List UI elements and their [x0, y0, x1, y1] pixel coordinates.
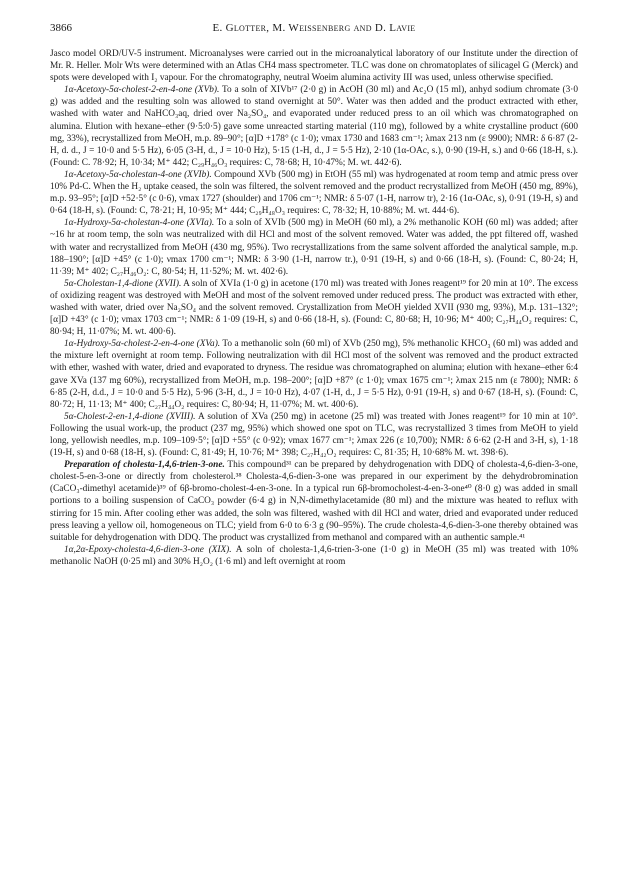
paragraph-text: To a soln of XVIb (500 mg) in MeOH (60 ml), a 2% methanolic KOH (60 ml) was added; after ~16 hr at room temp, the soln was neutralized with dil HCl and most of the solvent removed. Water was added, the ppt filtered off, washed with water and recrystallized from MeOH (430 mg, 95%). Two recrystallizations from the same solvent afforded the analytical sample, m.p. 188–190°; [α]D +45° (c 1·0); νmax 1700 cm⁻¹; NMR: δ 3·90 (1-H, narrow tr.), 0·91 (19-H, s) and 0·66 (18-H, s). (Found: C, 80·24; H, 11·39; M⁺ 402; C₂₇H₄₆O₂: C, 80·54; H, 11·52%; M. wt. 402·6). [50, 218, 578, 277]
paragraph-text: To a soln of XIVb¹⁷ (2·0 g) in AcOH (30 ml) and Ac₂O (15 ml), anhyd sodium chromate (3·0 g) was added and the resulting soln was allowed to stand overnight at 50°. Water was then added and the product extracted with ether, washed with water and NaHCO₃aq, dried over Na₂SO₄, and evaporated under reduced press to an oil which was chromatographed on alumina. Elution with hexane–ether (9·5:0·5) gave some unreacted starting material (110 mg), followed by a white crystalline product (600 mg, 33%), recrystallized from MeOH, m.p. 89–90°; [α]D +178° (c 1·0); νmax 1730 and 1683 cm⁻¹; λmax 213 nm (ε 9900); NMR: δ 6·87 (2-H, d. d., J = 10·0 and 5·5 Hz), 6·05 (3-H, d., J = 10·0 Hz), 5·15 (1-H, d., J = 5·5 Hz), 2·10 (1α-OAc, s.), 0·90 (19-H, s.) and 0·66 (18-H, s.). (Found: C. 78·92; H, 10·34; M⁺ 442; C₂₉H₄₆O₃ requires: C, 78·68; H, 10·47%; M. wt. 442·6). [50, 85, 578, 168]
paragraph-xvia [50, 217, 578, 277]
paragraph-xix [50, 544, 578, 568]
paragraph-text: A soln of XVIa (1·0 g) in acetone (170 ml) was treated with Jones reagent¹⁹ for 20 min at 10°. The excess of oxidizing reagent was destroyed with MeOH and most of the solvent removed under reduced press. The product was extracted with ether, washed with water, dried over Na₂SO₄ and the solvent removed. Crystallization from MeOH yielded XVII (930 mg, 93%), M.p. 131–132°; [α]D +43° (c 1·0); νmax 1703 cm⁻¹; NMR: δ 1·09 (19-H, s) and 0·66 (18-H, s). (Found: C, 80·68; H, 10·96; M⁺ 400; C₂₇H₄₄O₂ requires: C, 80·94; H, 11·07%; M. wt. 400·6). [50, 278, 579, 338]
paragraph-text: A soln of cholesta-1,4,6-trien-3-one (1·0 g) in MeOH (35 ml) was treated with 10% methanolic NaOH (0·25 ml) and 30% H₂O₂ (1·6 ml) and left overnight at room [50, 544, 578, 567]
paragraph-xvb [50, 84, 578, 169]
paragraph-title: 5α-Cholest-2-en-1,4-dione (XVIII). [64, 411, 196, 422]
paragraph-title: 1α-Hydroxy-5α-cholestan-4-one (XVIa). [64, 218, 215, 229]
paragraph-title: 1α-Acetoxy-5α-cholest-2-en-4-one (XVb). [64, 85, 220, 96]
page-header [50, 22, 578, 40]
paragraph-title: 1α-Hydroxy-5α-cholest-2-en-4-one (XVa). [64, 339, 221, 350]
running-head-authors: E. Glotter, M. Weissenberg and D. Lavie [212, 22, 416, 34]
paragraph-methods [50, 48, 578, 84]
paragraph-text: A solution of XVa (250 mg) in acetone (25 ml) was treated with Jones reagent¹⁹ for 10 min at 10°. Following the usual work-up, the product (237 mg, 95%) which showed one spot on TLC, was recrystallized 3 times from MeOH to yield long, yellowish needles, m.p. 109–109·5°; [α]D +55° (c 0·92); νmax 1677 cm⁻¹; λmax 226 (ε 10,700); NMR: δ 6·62 (2-H and 3-H, s), 1·18 (19-H, s) and 0·68 (18-H, s). (Found: C, 81·49; H, 10·76; M⁺ 398; C₂₇H₄₂O₂ requires: C, 81·35; H, 10·68% M. wt. 398·6). [50, 411, 578, 459]
paragraph-text: To a methanolic soln (60 ml) of XVb (250 mg), 5% methanolic KHCO₃ (60 ml) was added and the mixture left overnight at room temp. Following neutralization with dil HCl most of the solvent was removed and the product extracted with ether, washed with water, dried and evaporated to dryness. The residue was chromatographed on alumina; elution with hexane–ether 6:4 gave XVa (137 mg 60%), recrystallized from MeOH, m.p. 198–200°; [α]D +87° (c 1·0); νmax 1675 cm⁻¹; λmax 215 nm (ε 7800); NMR: δ 6·85 (2-H, d.d., J = 10·0 and 5·5 Hz), 5·96 (3-H, d., J = 10·0 Hz), 4·07 (1-H, d., J = 5·5 Hz), 0·91 (19-H, s) and 0·67 (18-H, s). (Found: C, 80·72; H, 11·13; M⁺ 400; C₂₇H₄₄O₂ requires: C, 80·94; H, 11·07%; M. wt. 400·6). [50, 339, 578, 410]
page-number: 3866 [50, 22, 72, 34]
paragraph-text: Jasco model ORD/UV-5 instrument. Microanalyses were carried out in the microanalytical laboratory of our Institute under the direction of Mr. R. Heller. Molr Wts were determined with an Atlas CH4 mass spectrometer. TLC was done on chromatoplates of silicagel G (Merck) and spots were developed with I₂ vapour. For the chromatography, neutral Woeim alumina activity III was used, unless otherwise specified. [50, 49, 578, 84]
paragraph-xviii [50, 411, 578, 459]
paragraph-xvib [50, 169, 578, 217]
paragraph-title: 1α,2α-Epoxy-cholesta-4,6-dien-3-one (XIX). [64, 544, 232, 555]
paragraph-title: Preparation of cholesta-1,4,6-trien-3-one. [64, 460, 225, 471]
paragraph-title: 1α-Acetoxy-5α-cholestan-4-one (XVIb). [64, 169, 212, 180]
paragraph-title: 5α-Cholestan-1,4-dione (XVII). [64, 278, 182, 289]
journal-page [50, 22, 578, 568]
paragraph-text: Compound XVb (500 mg) in EtOH (55 ml) was hydrogenated at room temp and atmic press over 10% Pd-C. When the H₂ uptake ceased, the soln was filtered, the solvent removed and the product recrystallized from MeOH (450 mg, 89%), m.p. 93–95°; [α]D +52·5° (c 0·6), νmax 1727 (shoulder) and 1706 cm⁻¹; NMR: δ 5·07 (1-H, narrow tr), 2·16 (1α-OAc, s), 0·91 (19-H, s) and 0·64 (18-H, s). (Found: C, 78·21; H, 10·95; M⁺ 444; C₂₉H₄₈O₃ requires: C, 78·32; H, 10·88%; M. wt. 444·6). [50, 169, 578, 217]
paragraph-xva [50, 338, 578, 411]
paragraph-text: This compound³¹ can be prepared by dehydrogenation with DDQ of cholesta-4,6-dien-3-one, cholest-5-en-3-one or directly from cholesterol.³⁸ Cholesta-4,6-dien-3-one was prepared in our experiment by the dehydrobromination (CaCO₃-dimethyl acetamide)³⁹ of 6β-bromo-cholest-4-en-3-one. In a typical run 6β-bromocholest-4-en-3-one⁴⁰ (8·0 g) was added in small portions to a boiling suspension of CaCO₃ powder (6·4 g) in N,N-dimethylacetamide (80 ml) and the mixture was heated to reflux with stirring for 15 min. After cooling ether was added, the soln was filtered, washed with dil HCl and water, dried and evaporated under reduced press leaving a yellow oil, homogeneous on TLC; yield from 6·0 to 6·3 g (90–95%). The crude cholesta-4,6-dien-3-one thereby obtained was suitable for dehydrogenation with DDQ. The product was crystallized from methanol and compared with an authentic sample.⁴¹ [50, 460, 578, 543]
paragraph-xvii [50, 278, 578, 338]
paragraph-trienone-prep [50, 459, 578, 544]
